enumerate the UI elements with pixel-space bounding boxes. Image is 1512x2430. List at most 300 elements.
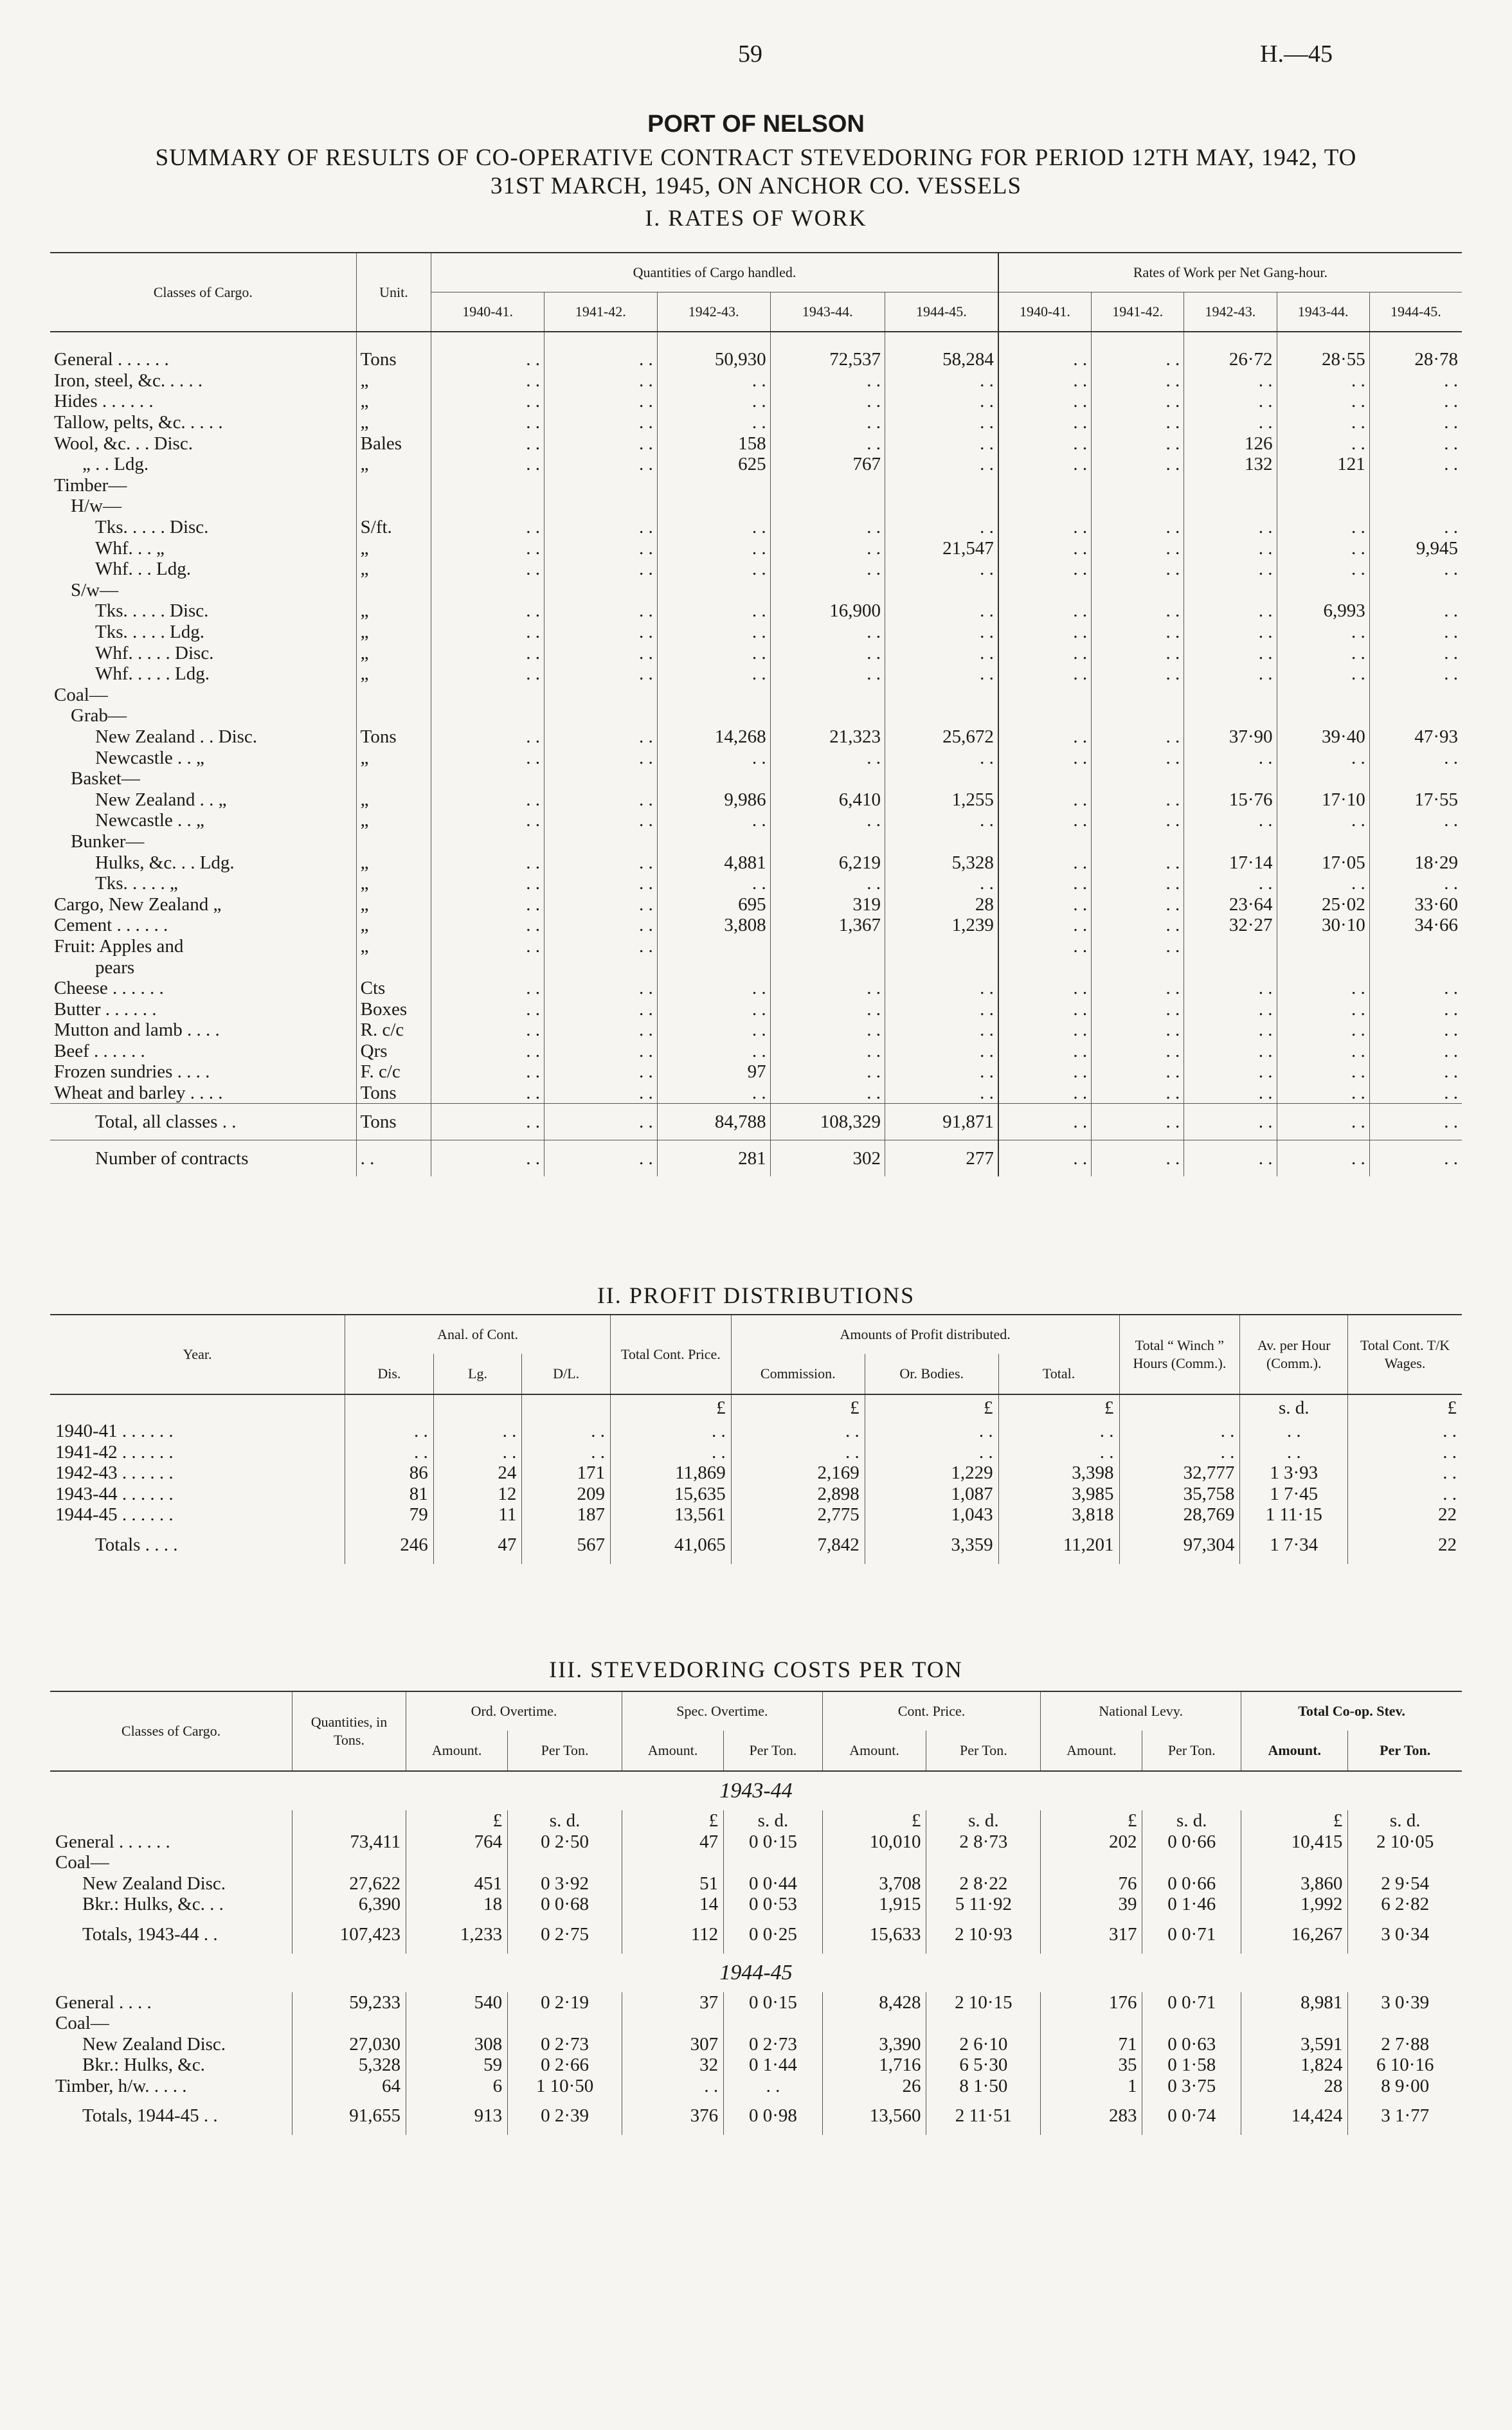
totals-row	[50, 1526, 1462, 1564]
col-tk-wages: Total Cont. T/K Wages.	[1348, 1315, 1462, 1394]
cell: 6,390	[292, 1894, 406, 1915]
cell: . .	[544, 1041, 657, 1062]
cell: „	[356, 600, 431, 622]
cell: . .	[1092, 391, 1184, 412]
cell	[431, 496, 544, 517]
cell: 50,930	[657, 349, 770, 370]
cell: 21,547	[885, 537, 998, 559]
cell: 2,169	[731, 1462, 865, 1484]
cell: . .	[544, 370, 657, 392]
table-row	[50, 517, 1462, 538]
cell: 0 2·73	[724, 2034, 823, 2055]
row-label: Butter . . . . . .	[54, 998, 157, 1020]
cell: 767	[770, 454, 885, 475]
cell: £	[822, 1810, 926, 1832]
cell	[885, 685, 998, 706]
cell: . .	[544, 873, 657, 894]
cell: 6	[406, 2076, 508, 2097]
cell	[1241, 2013, 1348, 2034]
cell: 3 0·34	[1348, 1915, 1462, 1954]
cell: „	[356, 873, 431, 894]
cell: 1 7·45	[1240, 1484, 1348, 1505]
cell	[431, 768, 544, 789]
cell: 3 0·39	[1348, 1992, 1462, 2013]
col-q-1942-43: 1942-43.	[657, 292, 770, 332]
cell: . .	[998, 370, 1092, 392]
cell: . .	[356, 1140, 431, 1177]
cell: . .	[431, 852, 544, 873]
cell: 30·10	[1277, 915, 1369, 936]
table-row	[50, 370, 1462, 392]
cell: 0 1·44	[724, 2055, 823, 2076]
cell: R. c/c	[356, 1020, 431, 1041]
row-label: Hulks, &c. . . Ldg.	[95, 852, 235, 873]
cell	[544, 957, 657, 978]
cell	[885, 580, 998, 601]
cell: . .	[770, 747, 885, 768]
cell: 0 0·15	[724, 1832, 823, 1853]
cell: 11	[433, 1504, 522, 1526]
table-row	[50, 957, 1462, 978]
cell: 0 2·19	[508, 1992, 622, 2013]
table-row	[50, 622, 1462, 643]
cell: £	[1041, 1810, 1142, 1832]
cell: . .	[657, 810, 770, 831]
cell: . .	[1092, 1104, 1184, 1140]
total-row	[50, 1104, 1462, 1140]
cell	[544, 496, 657, 517]
cell: 27,030	[292, 2034, 406, 2055]
cell	[998, 705, 1092, 726]
totals-row	[50, 2096, 1462, 2135]
cell: 0 0·71	[1142, 1992, 1241, 2013]
cell: . .	[770, 998, 885, 1020]
cell: . .	[865, 1442, 998, 1463]
col-or-bodies: Or. Bodies.	[865, 1354, 998, 1394]
cell	[406, 2013, 508, 2034]
row-label: 1941-42 . . . . . .	[55, 1441, 174, 1462]
cell: . .	[1369, 1104, 1462, 1140]
cell: 59,233	[292, 1992, 406, 2013]
cell: . .	[431, 559, 544, 580]
cell: 17·14	[1184, 852, 1277, 873]
cell: £	[610, 1394, 731, 1421]
table-row	[50, 1061, 1462, 1083]
cell: . .	[885, 873, 998, 894]
cell: . .	[885, 1083, 998, 1104]
cell: 17·10	[1277, 789, 1369, 810]
cell: . .	[1369, 642, 1462, 663]
cell: 73,411	[292, 1832, 406, 1853]
col-q-1944-45: 1944-45.	[885, 292, 998, 332]
table-row	[50, 1421, 1462, 1442]
subtitle-line-2: 31ST MARCH, 1945, ON ANCHOR CO. VESSELS	[490, 173, 1022, 199]
cell: 76	[1041, 1873, 1142, 1895]
cell: . .	[1240, 1442, 1348, 1463]
table-row	[50, 642, 1462, 663]
table-row	[50, 600, 1462, 622]
col-r-1940-41: 1940-41.	[998, 292, 1092, 332]
row-label: Newcastle . . „	[95, 747, 204, 768]
col-per-ton: Per Ton.	[1348, 1731, 1462, 1771]
cell: 0 2·50	[508, 1832, 622, 1853]
cell: Cts	[356, 978, 431, 999]
rates-table-body	[50, 332, 1462, 1176]
cell	[998, 685, 1092, 706]
cell	[508, 1852, 622, 1873]
cell	[1092, 831, 1184, 852]
cell: 308	[406, 2034, 508, 2055]
cell: £	[998, 1394, 1119, 1421]
cell: 47·93	[1369, 726, 1462, 748]
cell	[292, 1852, 406, 1873]
cell	[292, 1810, 406, 1832]
cell: . .	[1184, 517, 1277, 538]
cell: . .	[431, 1020, 544, 1041]
cell: 0 3·75	[1142, 2076, 1241, 2097]
cell: . .	[1119, 1421, 1240, 1442]
cell: 14,268	[657, 726, 770, 748]
cell: . .	[998, 433, 1092, 454]
cell: . .	[998, 936, 1092, 957]
cell: 1 3·93	[1240, 1462, 1348, 1484]
cell: „	[356, 370, 431, 392]
cell: . .	[544, 1061, 657, 1083]
cell	[356, 768, 431, 789]
cell: . .	[1184, 1104, 1277, 1140]
cell: 3,985	[998, 1484, 1119, 1505]
cell	[1277, 831, 1369, 852]
row-label: S/w—	[71, 579, 119, 600]
cell: 35	[1041, 2055, 1142, 2076]
cell: . .	[1348, 1442, 1462, 1463]
cell: . .	[1369, 454, 1462, 475]
year-1944-45-heading	[50, 1954, 1462, 1992]
cell	[657, 496, 770, 517]
table-row	[50, 1484, 1462, 1505]
cell	[657, 705, 770, 726]
cell: 3,591	[1241, 2034, 1348, 2055]
cell: . .	[544, 789, 657, 810]
cell: . .	[522, 1421, 611, 1442]
cell	[356, 580, 431, 601]
cell: . .	[431, 349, 544, 370]
cell: 32,777	[1119, 1462, 1240, 1484]
cell	[998, 957, 1092, 978]
cell: 6 2·82	[1348, 1894, 1462, 1915]
cell: . .	[431, 894, 544, 915]
col-anal: Anal. of Cont.	[345, 1315, 611, 1354]
cell: . .	[885, 600, 998, 622]
cell	[657, 580, 770, 601]
page-number: 59	[738, 40, 762, 68]
cell	[1184, 936, 1277, 957]
cell	[1184, 580, 1277, 601]
cell: . .	[431, 789, 544, 810]
col-per-ton: Per Ton.	[926, 1731, 1041, 1771]
cell: 32	[622, 2055, 724, 2076]
cell: 0 1·58	[1142, 2055, 1241, 2076]
col-spec-overtime: Spec. Overtime.	[622, 1691, 823, 1731]
cell: 37	[622, 1992, 724, 2013]
table-row	[50, 2034, 1462, 2055]
cell: . .	[998, 412, 1092, 433]
cell	[1092, 685, 1184, 706]
cell: . .	[885, 1041, 998, 1062]
cell	[657, 831, 770, 852]
cell: 21,323	[770, 726, 885, 748]
cell	[1369, 685, 1462, 706]
cell: 17·05	[1277, 852, 1369, 873]
cell	[1184, 705, 1277, 726]
cell: 4,881	[657, 852, 770, 873]
table-row	[50, 705, 1462, 726]
row-label: Number of contracts	[50, 1140, 356, 1177]
cell	[770, 705, 885, 726]
cell: . .	[657, 1041, 770, 1062]
row-label: Coal—	[54, 684, 108, 705]
cell: 0 0·53	[724, 1894, 823, 1915]
cell: 1,239	[885, 915, 998, 936]
cell: . .	[998, 747, 1092, 768]
cell: 5,328	[885, 852, 998, 873]
cell: . .	[1277, 1061, 1369, 1083]
cell: . .	[1184, 1020, 1277, 1041]
table-row	[50, 475, 1462, 496]
cell: 7,842	[731, 1526, 865, 1564]
table-row	[50, 433, 1462, 454]
cell: . .	[1369, 810, 1462, 831]
cell: 27,622	[292, 1873, 406, 1895]
cell: 1,233	[406, 1915, 508, 1954]
row-label: New Zealand . . „	[95, 789, 227, 810]
cell: 2 8·73	[926, 1832, 1041, 1853]
table-row	[50, 1873, 1462, 1895]
cell	[770, 768, 885, 789]
cell: 1,043	[865, 1504, 998, 1526]
cell	[1142, 2013, 1241, 2034]
cell: 14,424	[1241, 2096, 1348, 2135]
cell: . .	[724, 2076, 823, 2097]
cell: . .	[998, 1140, 1092, 1177]
cell: . .	[657, 622, 770, 643]
table-row	[50, 1894, 1462, 1915]
cell: 1 7·34	[1240, 1526, 1348, 1564]
cell: . .	[885, 412, 998, 433]
cell: . .	[1092, 622, 1184, 643]
cell: 5 11·92	[926, 1894, 1041, 1915]
row-label: Coal—	[55, 1852, 109, 1873]
cell: . .	[1184, 747, 1277, 768]
cell: . .	[431, 1104, 544, 1140]
cell: 3,860	[1241, 1873, 1348, 1895]
cell: . .	[998, 894, 1092, 915]
cell: . .	[1184, 998, 1277, 1020]
cell: . .	[544, 1020, 657, 1041]
cell: . .	[998, 873, 1092, 894]
cell: . .	[1277, 1020, 1369, 1041]
cell: 1 10·50	[508, 2076, 622, 2097]
cell: . .	[1092, 789, 1184, 810]
cell: . .	[1092, 747, 1184, 768]
cell: 6 10·16	[1348, 2055, 1462, 2076]
cell: 28·78	[1369, 349, 1462, 370]
cell: . .	[1277, 537, 1369, 559]
cell	[1142, 1852, 1241, 1873]
cell: . .	[1369, 998, 1462, 1020]
cell: . .	[1184, 873, 1277, 894]
year-heading: 1944-45	[719, 1960, 793, 1985]
cell: . .	[1277, 1104, 1369, 1140]
table-row	[50, 998, 1462, 1020]
cell: 209	[522, 1484, 611, 1505]
cell: . .	[544, 726, 657, 748]
cell: . .	[1092, 370, 1184, 392]
col-year: Year.	[183, 1346, 212, 1362]
cell: . .	[1277, 1140, 1369, 1177]
cell	[1369, 475, 1462, 496]
col-q-1941-42: 1941-42.	[544, 292, 657, 332]
cell	[1092, 957, 1184, 978]
cell: „	[356, 894, 431, 915]
col-total: Total.	[998, 1354, 1119, 1394]
cell: . .	[544, 978, 657, 999]
cell: . .	[1369, 559, 1462, 580]
cell: „	[356, 789, 431, 810]
cell	[885, 496, 998, 517]
cell: . .	[1369, 747, 1462, 768]
cell: 0 0·74	[1142, 2096, 1241, 2135]
cell: £	[865, 1394, 998, 1421]
cell: 3,818	[998, 1504, 1119, 1526]
cell: 2 6·10	[926, 2034, 1041, 2055]
cell: 0 0·15	[724, 1992, 823, 2013]
cell: Qrs	[356, 1041, 431, 1062]
cell: . .	[1184, 642, 1277, 663]
cell: . .	[610, 1421, 731, 1442]
row-label	[50, 1394, 345, 1421]
cell: . .	[770, 642, 885, 663]
cell	[657, 768, 770, 789]
row-label: Bunker—	[71, 831, 145, 852]
col-amount: Amount.	[1041, 1731, 1142, 1771]
cell: . .	[998, 349, 1092, 370]
cell: 39·40	[1277, 726, 1369, 748]
table-row	[50, 852, 1462, 873]
cell: . .	[1369, 412, 1462, 433]
cell: 2 10·05	[1348, 1832, 1462, 1853]
cell: 0 0·71	[1142, 1915, 1241, 1954]
cell	[1092, 705, 1184, 726]
row-label: Fruit: Apples and	[54, 935, 184, 957]
row-label: 1943-44 . . . . . .	[55, 1483, 174, 1504]
cell: . .	[885, 747, 998, 768]
cell	[1184, 957, 1277, 978]
col-quantities: Quantities of Cargo handled.	[431, 253, 998, 292]
col-total-coop: Total Co-op. Stev.	[1241, 1691, 1462, 1731]
row-label: Basket—	[71, 768, 140, 789]
row-label: General . . . . . .	[55, 1831, 170, 1852]
page-title: PORT OF NELSON	[647, 111, 865, 138]
cell	[724, 2013, 823, 2034]
cell: . .	[885, 454, 998, 475]
cell: . .	[544, 894, 657, 915]
cell: . .	[1348, 1462, 1462, 1484]
cell: . .	[1184, 1061, 1277, 1083]
table-row	[50, 1083, 1462, 1104]
row-label: General . . . .	[55, 1992, 152, 2013]
cell	[770, 957, 885, 978]
row-label: 1940-41 . . . . . .	[55, 1421, 174, 1442]
cell: 0 2·39	[508, 2096, 622, 2135]
cell: . .	[1277, 1041, 1369, 1062]
col-amount: Amount.	[1241, 1731, 1348, 1771]
table-row	[50, 2013, 1462, 2034]
row-label: pears	[95, 957, 135, 978]
profit-distributions-table	[50, 1314, 1462, 1564]
col-amount: Amount.	[622, 1731, 724, 1771]
col-commission: Commission.	[731, 1354, 865, 1394]
cell: S/ft.	[356, 517, 431, 538]
cell: . .	[998, 663, 1092, 685]
costs-table-body	[50, 1771, 1462, 2135]
cell: £	[406, 1810, 508, 1832]
cell: 25·02	[1277, 894, 1369, 915]
cell: „	[356, 391, 431, 412]
cell: 1,367	[770, 915, 885, 936]
row-label: Coal—	[55, 2013, 109, 2034]
cell: . .	[544, 454, 657, 475]
cell: . .	[998, 1020, 1092, 1041]
cell: Tons	[356, 1083, 431, 1104]
cell: 158	[657, 433, 770, 454]
cell: 47	[433, 1526, 522, 1564]
cell: . .	[998, 1083, 1092, 1104]
cell: . .	[544, 559, 657, 580]
cell: . .	[1092, 1061, 1184, 1083]
cell: 3,359	[865, 1526, 998, 1564]
cell: F. c/c	[356, 1061, 431, 1083]
cell: 176	[1041, 1992, 1142, 2013]
cell: . .	[1092, 873, 1184, 894]
col-per-ton: Per Ton.	[508, 1731, 622, 1771]
cell: . .	[1240, 1421, 1348, 1442]
cell: 0 0·68	[508, 1894, 622, 1915]
units-row	[50, 1394, 1462, 1421]
cell: . .	[1119, 1442, 1240, 1463]
cell	[431, 475, 544, 496]
table-row	[50, 1442, 1462, 1463]
cell: . .	[998, 642, 1092, 663]
cell: 13,561	[610, 1504, 731, 1526]
cell	[770, 475, 885, 496]
cell: 187	[522, 1504, 611, 1526]
cell: . .	[431, 663, 544, 685]
cell: . .	[998, 726, 1092, 748]
cell	[356, 685, 431, 706]
cell: 1 11·15	[1240, 1504, 1348, 1526]
cell: . .	[885, 1061, 998, 1083]
cell: . .	[431, 537, 544, 559]
row-label: „ . . Ldg.	[82, 454, 149, 475]
cell: . .	[1092, 1083, 1184, 1104]
cell	[406, 1852, 508, 1873]
cell: . .	[731, 1442, 865, 1463]
cell	[1184, 475, 1277, 496]
cell: . .	[1369, 600, 1462, 622]
table-row	[50, 537, 1462, 559]
row-label: 1942-43 . . . . . .	[55, 1462, 174, 1484]
